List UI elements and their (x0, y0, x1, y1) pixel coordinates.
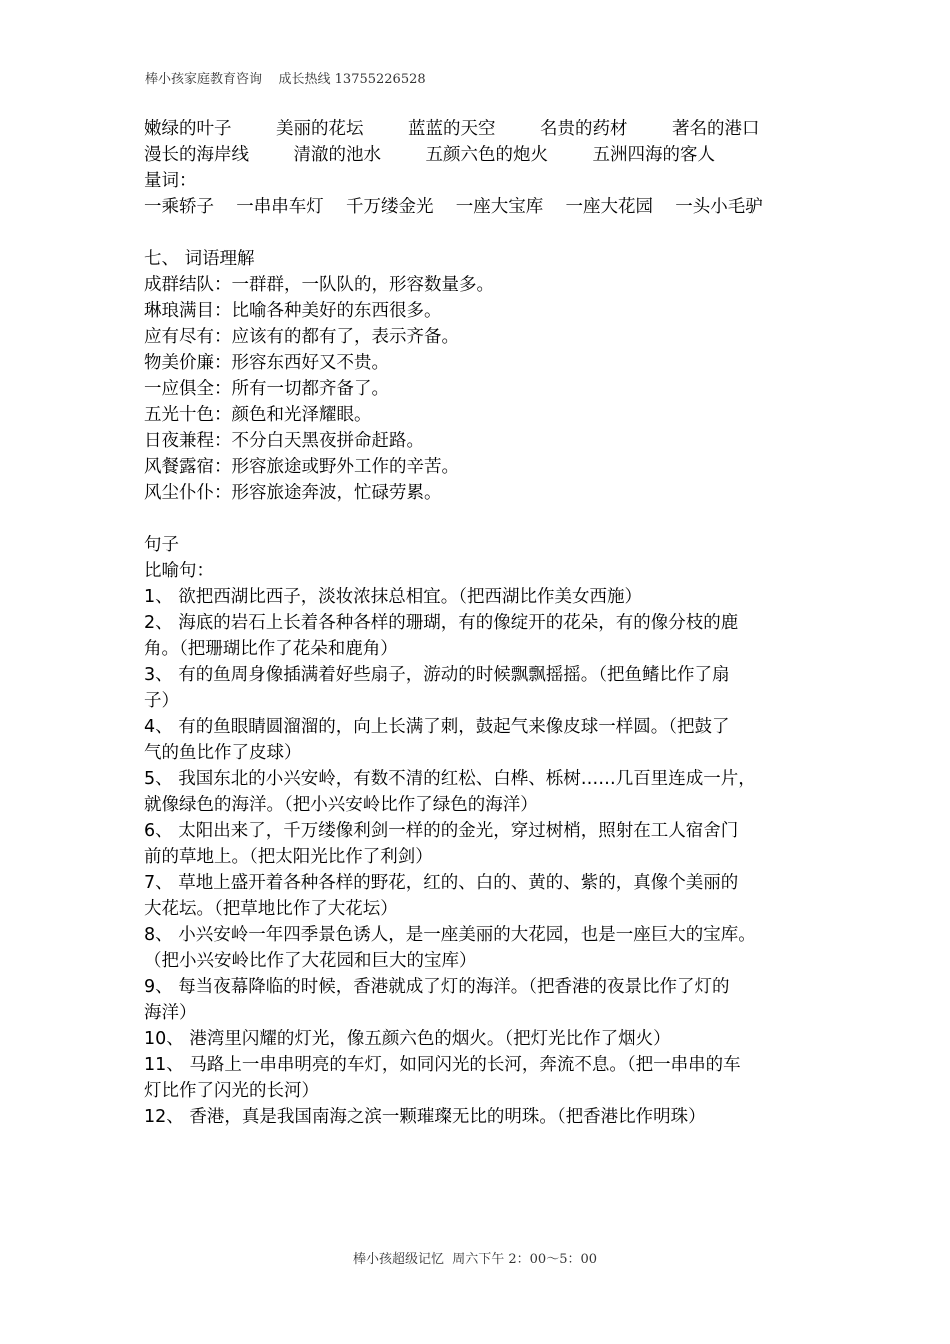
measure-words-title: 量词： (144, 171, 197, 191)
sentence-line: 3、 有的鱼周身像插满着好些扇子，游动的时候飘飘摇摇。（把鱼鳍比作了扇 (144, 665, 730, 685)
vocab-list (144, 272, 834, 506)
sentence-line: 7、 草地上盛开着各种各样的野花，红的、白的、黄的、紫的，真像个美丽的 (144, 873, 739, 893)
sentence-line: 子） (144, 691, 179, 711)
phrase-line-2: 漫长的海岸线 清澈的池水 五颜六色的炮火 五洲四海的客人 (144, 145, 716, 165)
sentence-line: 8、 小兴安岭一年四季景色诱人，是一座美丽的大花园，也是一座巨大的宝库。 (144, 925, 756, 945)
sentence-line: 10、 港湾里闪耀的灯光，像五颜六色的烟火。（把灯光比作了烟火） (144, 1029, 671, 1049)
vocab-item: 物美价廉：形容东西好又不贵。 (144, 353, 389, 373)
sentence-line: 大花坛。（把草地比作了大花坛） (144, 899, 398, 919)
vocab-item: 成群结队：一群群，一队队的，形容数量多。 (144, 275, 494, 295)
vocab-item: 一应俱全：所有一切都齐备了。 (144, 379, 389, 399)
sentences-title: 句子 (144, 535, 179, 555)
sentence-line: 6、 太阳出来了，千万缕像利剑一样的的金光，穿过树梢，照射在工人宿舍门 (144, 821, 739, 841)
vocab-item: 风餐露宿：形容旅途或野外工作的辛苦。 (144, 457, 459, 477)
sentence-line: 气的鱼比作了皮球） (144, 743, 302, 763)
phrase-line-1: 嫩绿的叶子 美丽的花坛 蓝蓝的天空 名贵的药材 著名的港口 (144, 119, 760, 139)
sentence-line: 角。（把珊瑚比作了花朵和鹿角） (144, 639, 398, 659)
page-header: 棒小孩家庭教育咨询 成长热线 13755226528 (145, 72, 426, 87)
sentence-line: （把小兴安岭比作了大花园和巨大的宝库） (144, 951, 477, 971)
sentence-line: 12、 香港，真是我国南海之滨一颗璀璨无比的明珠。（把香港比作明珠） (144, 1107, 706, 1127)
sentence-line: 就像绿色的海洋。（把小兴安岭比作了绿色的海洋） (144, 795, 538, 815)
vocab-item: 日夜兼程：不分白天黑夜拼命赶路。 (144, 431, 424, 451)
sentence-line: 灯比作了闪光的长河） (144, 1081, 319, 1101)
sentences-subtitle: 比喻句： (144, 561, 214, 581)
vocab-item: 应有尽有：应该有的都有了，表示齐备。 (144, 327, 459, 347)
sentence-line: 5、 我国东北的小兴安岭，有数不清的红松、白桦、栎树……几百里连成一片， (144, 769, 756, 789)
document-body (144, 116, 834, 1130)
sentence-line: 海洋） (144, 1003, 197, 1023)
sentence-line: 1、 欲把西湖比西子，淡妆浓抹总相宜。（把西湖比作美女西施） (144, 587, 642, 607)
vocab-item: 琳琅满目：比喻各种美好的东西很多。 (144, 301, 442, 321)
sentence-line: 前的草地上。（把太阳光比作了利剑） (144, 847, 433, 867)
page-footer: 棒小孩超级记忆 周六下午 2：00～5：00 (352, 1252, 598, 1267)
sentence-line: 2、 海底的岩石上长着各种各样的珊瑚，有的像绽开的花朵，有的像分枝的鹿 (144, 613, 739, 633)
vocab-item: 风尘仆仆：形容旅途奔波，忙碌劳累。 (144, 483, 442, 503)
vocab-title: 七、 词语理解 (144, 249, 255, 269)
sentence-line: 9、 每当夜幕降临的时候，香港就成了灯的海洋。（把香港的夜景比作了灯的 (144, 977, 730, 997)
vocab-item: 五光十色：颜色和光泽耀眼。 (144, 405, 372, 425)
sentence-line: 11、 马路上一串串明亮的车灯，如同闪光的长河，奔流不息。（把一串串的车 (144, 1055, 741, 1075)
sentence-line: 4、 有的鱼眼睛圆溜溜的，向上长满了刺，鼓起气来像皮球一样圆。（把鼓了 (144, 717, 730, 737)
measure-words-list: 一乘轿子 一串串车灯 千万缕金光 一座大宝库 一座大花园 一头小毛驴 (144, 197, 763, 217)
sentence-list (144, 584, 834, 1130)
